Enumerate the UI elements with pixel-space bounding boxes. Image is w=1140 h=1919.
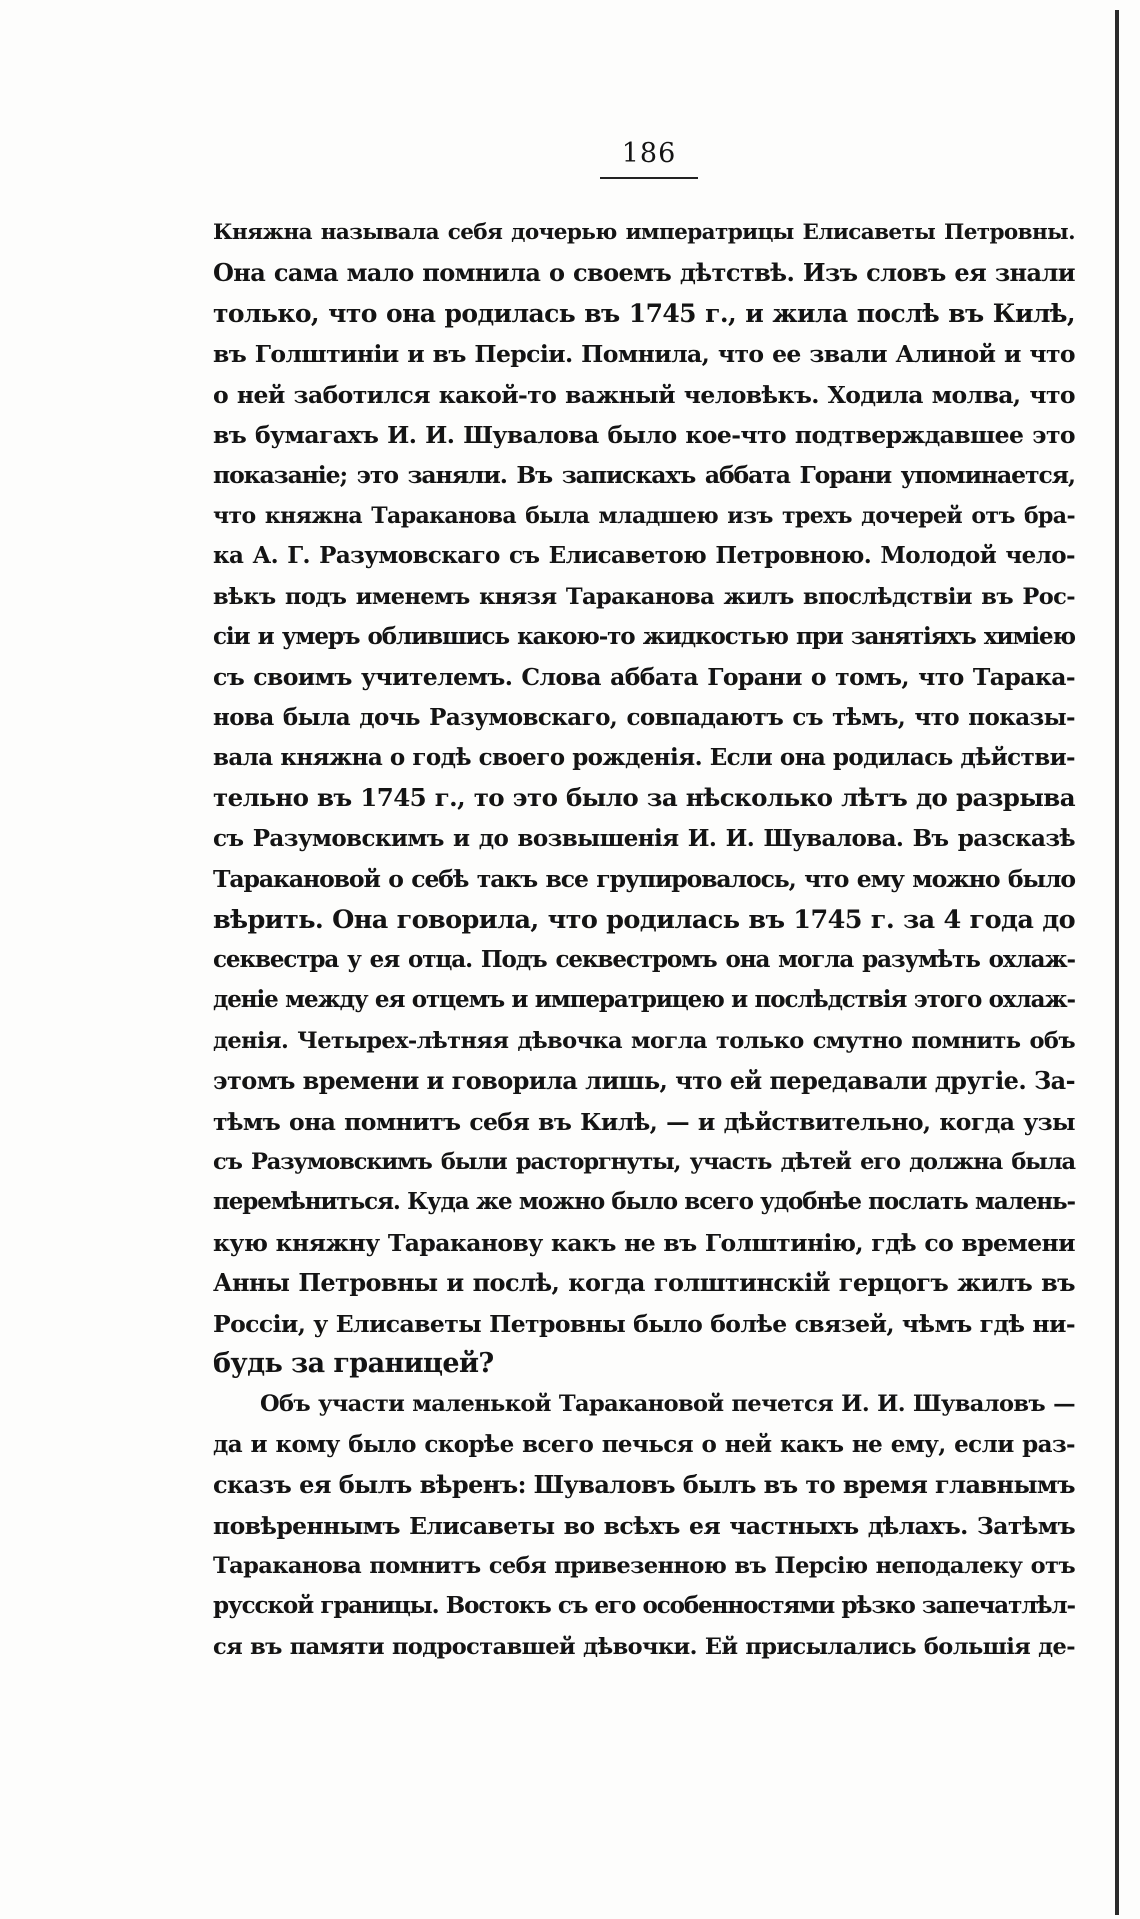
text-line: русской границы. Востокъ съ его особенностями рѣзко запечатлѣл- [213,1592,1075,1620]
paragraph-1 [213,213,1075,1384]
text-line: Тараканова помнитъ себя привезенною въ Персію неподалеку отъ [213,1552,1075,1579]
text-line: вѣрить. Она говорила, что родилась въ 1745 г. за 4 года до [213,904,1075,935]
text-line: деніе между ея отцемъ и императрицею и послѣдствія этого охлаж- [213,986,1075,1014]
text-line: Россіи, у Елисаветы Петровны было болѣе связей, чѣмъ гдѣ ни- [213,1309,1075,1338]
text-line: перемѣниться. Куда же можно было всего удобнѣе послать малень- [213,1188,1075,1216]
text-line: только, что она родилась въ 1745 г., и жила послѣ въ Килѣ, [213,298,1075,328]
page-header [600,138,698,179]
text-line: съ Разумовскимъ были расторгнуты, участь дѣтей его должна была [213,1148,1075,1175]
body-text [213,213,1075,1667]
text-line: повѣреннымъ Елисаветы во всѣхъ ея частныхъ дѣлахъ. Затѣмъ [213,1511,1075,1540]
paragraph-2 [213,1384,1075,1667]
text-line: тѣмъ она помнитъ себя въ Килѣ, — и дѣйствительно, когда узы [213,1107,1075,1136]
text-line: секвестра у ея отца. Подъ секвестромъ она могла разумѣть охлаж- [213,946,1075,974]
text-line: Она сама мало помнила о своемъ дѣтствѣ. Изъ словъ ея знали [213,258,1075,288]
text-line: кую княжну Тараканову какъ не въ Голштинію, гдѣ со времени [213,1228,1075,1257]
page-number: 186 [621,138,677,169]
text-line: будь за границей? [213,1347,494,1379]
text-line: Княжна называла себя дочерью императрицы Елисаветы Петровны. [213,220,1075,245]
text-line: съ своимъ учителемъ. Слова аббата Горани о томъ, что Тарака- [213,663,1075,692]
text-line: что княжна Тараканова была младшею изъ трехъ дочерей отъ бра- [213,502,1075,529]
text-line: съ Разумовскимъ и до возвышенія И. И. Шувалова. Въ разсказѣ [213,824,1075,852]
text-line: ся въ памяти подроставшей дѣвочки. Ей присылались большія де- [213,1633,1075,1660]
text-line: денія. Четырех-лѣтняя дѣвочка могла только смутно помнить объ [213,1027,1075,1054]
header-rule [600,177,698,179]
text-line: Анны Петровны и послѣ, когда голштинскій герцогъ жилъ въ [213,1268,1075,1298]
text-line: показаніе; это заняли. Въ запискахъ аббата Горани упоминается, [213,461,1075,490]
text-line: нова была дочь Разумовскаго, совпадаютъ съ тѣмъ, что показы- [213,703,1075,731]
text-line: сказъ ея былъ вѣренъ: Шуваловъ былъ въ то время главнымъ [213,1470,1075,1500]
text-line: вала княжна о годѣ своего рожденія. Если она родилась дѣйстви- [213,744,1075,772]
text-line: этомъ времени и говорила лишь, что ей передавали другіе. За- [213,1066,1075,1096]
page-edge-line [1115,10,1119,1915]
text-line: Таракановой о себѣ такъ все групировалось, что ему можно было [213,865,1075,894]
text-line: тельно въ 1745 г., то это было за нѣсколько лѣтъ до разрыва [213,783,1075,813]
text-line: о ней заботился какой-то важный человѣкъ. Ходила молва, что [213,380,1075,409]
text-line: Объ участи маленькой Таракановой печется И. И. Шуваловъ — [260,1391,1075,1418]
text-line: въ Голштиніи и въ Персіи. Помнила, что ее звали Алиной и что [213,340,1075,369]
text-line: вѣкъ подъ именемъ князя Тараканова жилъ впослѣдствіи въ Рос- [213,583,1075,610]
text-line: сіи и умеръ облившись какою-то жидкостью при занятіяхъ химіею [213,622,1075,650]
text-line: да и кому было скорѣе всего печься о ней какъ не ему, если раз- [213,1430,1075,1458]
text-line: въ бумагахъ И. И. Шувалова было кое-что подтверждавшее это [213,420,1075,449]
text-line: ка А. Г. Разумовскаго съ Елисаветою Петровною. Молодой чело- [213,542,1075,570]
